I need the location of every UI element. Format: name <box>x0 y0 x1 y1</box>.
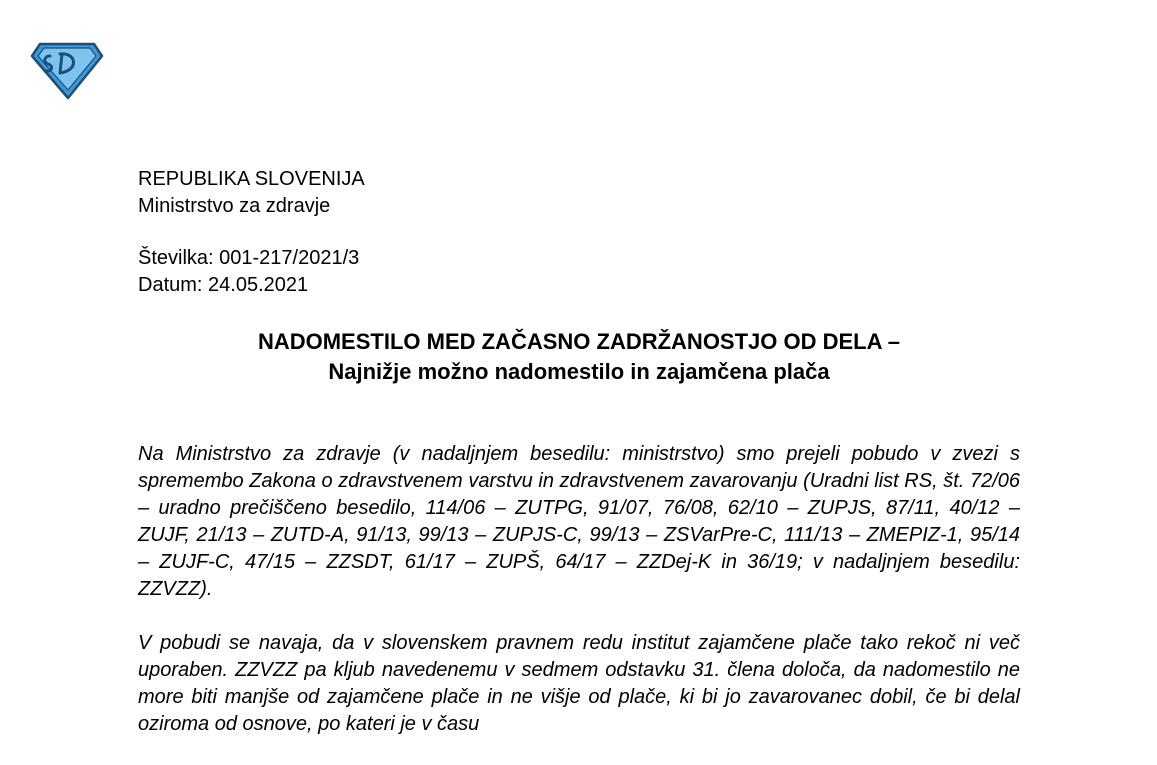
country-name: REPUBLIKA SLOVENIJA <box>138 168 365 190</box>
paragraph-2: V pobudi se navaja, da v slovenskem pravnem redu institut zajamčene plače tako rekoč ni več uporaben. ZZVZZ pa kljub navedenemu v sedmem odstavku 31. člena določa, da nadomestilo ne more biti manjše od zajamčene plače in ne višje od plače, ki bi jo zavarovanec dobil, če bi delal oziroma od osnove, po kateri je v času <box>138 632 1020 735</box>
document-meta <box>138 245 359 299</box>
paragraph-1: Na Ministrstvo za zdravje (v nadaljnjem besedilu: ministrstvo) smo prejeli pobudo v zvezi s spremembo Zakona o zdravstvenem varstvu in zdravstvenem zavarovanju (Uradni list RS, št. 72/06 – uradno prečiščeno besedilo, 114/06 – ZUTPG, 91/07, 76/08, 62/10 – ZUPJS, 87/11, 40/12 – ZUJF, 21/13 – ZUTD-A, 91/13, 99/13 – ZUPJS-C, 99/13 – ZSVarPre-C, 111/13 – ZMEPIZ-1, 95/14 – ZUJF-C, 47/15 – ZZSDT, 61/17 – ZUPŠ, 64/17 – ZZDej-K in 36/19; v nadaljnjem besedilu: ZZVZZ). <box>138 443 1020 600</box>
document-date: Datum: 24.05.2021 <box>138 274 309 296</box>
document-header <box>138 166 365 220</box>
sd-logo-icon <box>30 40 104 100</box>
title-line-2: Najnižje možno nadomestilo in zajamčena plača <box>328 359 830 384</box>
ministry-name: Ministrstvo za zdravje <box>138 195 331 217</box>
title-line-1: NADOMESTILO MED ZAČASNO ZADRŽANOSTJO OD DELA – <box>257 329 901 354</box>
document-title <box>138 327 1020 387</box>
document-number: Številka: 001-217/2021/3 <box>138 247 360 269</box>
document-body <box>138 441 1020 765</box>
